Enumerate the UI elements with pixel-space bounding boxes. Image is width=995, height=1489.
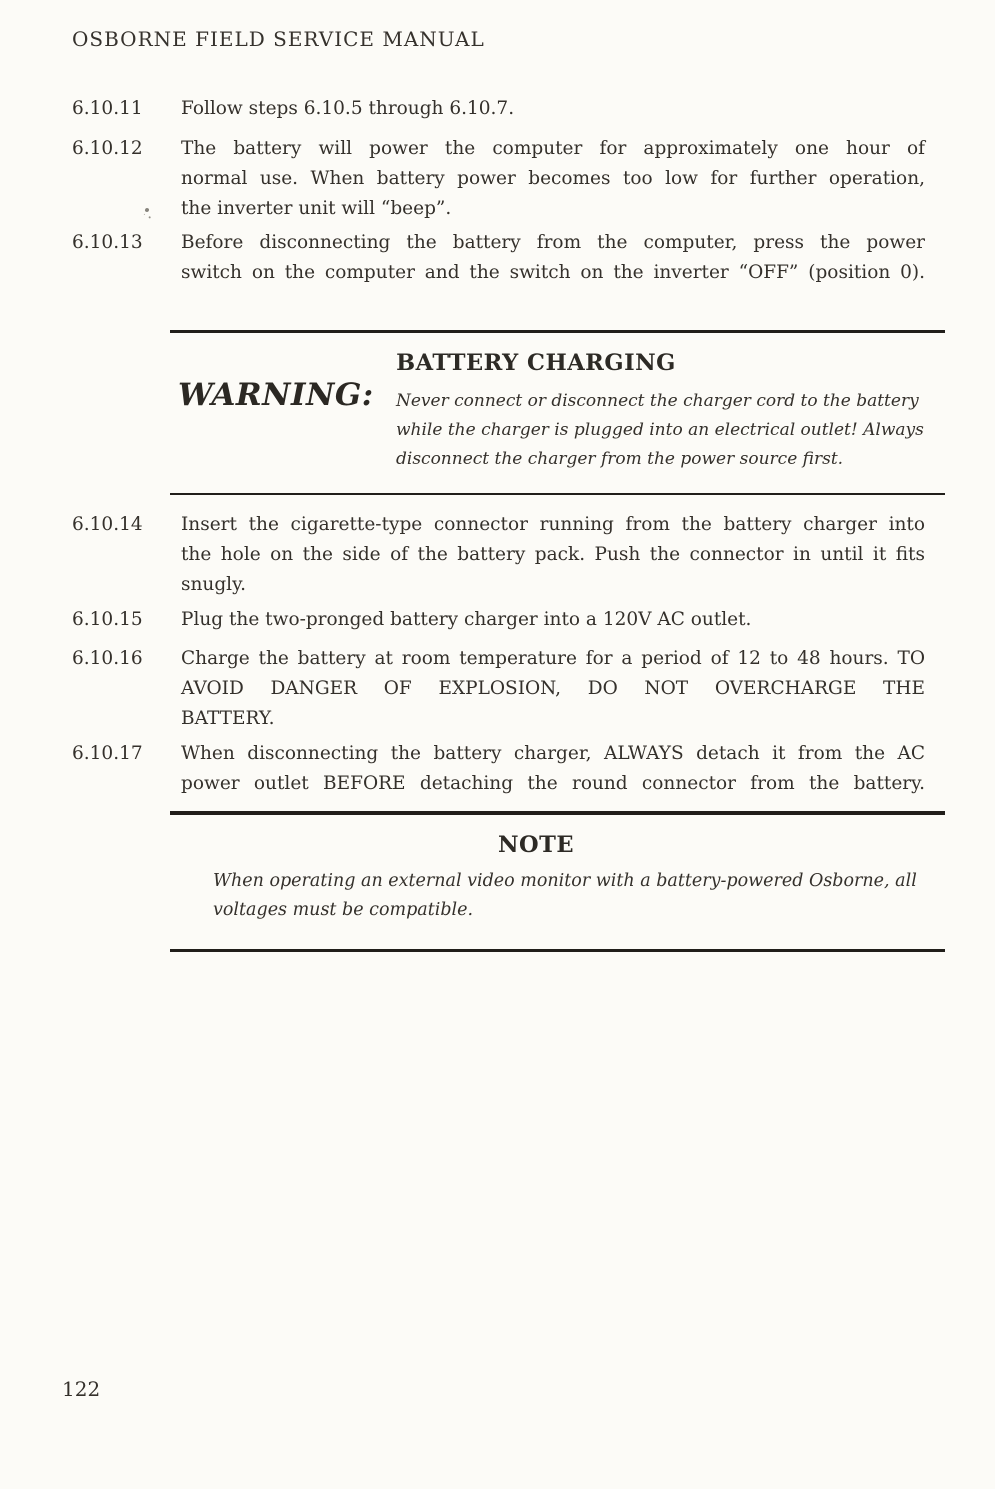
text-line: Plug the two-pronged battery charger into a 120V AC outlet. <box>181 609 752 630</box>
text-line: Before disconnecting the battery from the computer, press the power <box>181 232 925 253</box>
step-text <box>181 510 925 600</box>
step-number: 6.10.12 <box>72 138 143 159</box>
step-text <box>181 134 925 224</box>
text-line: while the charger is plugged into an electrical outlet! Always <box>396 420 924 440</box>
text-line: normal use. When battery power becomes too low for further operation, <box>181 168 925 189</box>
step-text <box>181 228 925 288</box>
step-text <box>181 739 925 799</box>
step-item-6-10-13 <box>72 228 925 288</box>
text-line: BATTERY. <box>181 708 275 729</box>
note-top-rule <box>170 811 945 815</box>
text-line: the hole on the side of the battery pack. Push the connector in until it fits <box>181 544 925 565</box>
step-number: 6.10.15 <box>72 609 143 630</box>
step-item-6-10-16 <box>72 644 925 734</box>
text-line: the inverter unit will “beep”. <box>181 198 452 219</box>
text-line: Insert the cigarette-type connector running from the battery charger into <box>181 514 925 535</box>
page-header: OSBORNE FIELD SERVICE MANUAL <box>72 27 485 51</box>
note-section-title: NOTE <box>497 832 575 858</box>
text-line: AVOID DANGER OF EXPLOSION, DO NOT OVERCHARGE THE <box>181 678 925 699</box>
warning-top-rule <box>170 330 945 333</box>
step-number: 6.10.13 <box>72 232 143 253</box>
text-line: When disconnecting the battery charger, ALWAYS detach it from the AC <box>181 743 925 764</box>
text-line: When operating an external video monitor with a battery-powered Osborne, all <box>213 871 917 891</box>
note-bottom-rule <box>170 949 945 952</box>
text-line: disconnect the charger from the power source first. <box>396 449 844 469</box>
text-line: power outlet BEFORE detaching the round connector from the battery. <box>181 773 925 794</box>
text-line: Follow steps 6.10.5 through 6.10.7. <box>181 98 515 119</box>
text-line: Charge the battery at room temperature for a period of 12 to 48 hours. TO <box>181 648 925 669</box>
step-text <box>181 605 925 635</box>
step-item-6-10-15 <box>72 605 925 635</box>
text-line: voltages must be compatible. <box>213 899 474 920</box>
text-line: The battery will power the computer for approximately one hour of <box>181 138 925 159</box>
step-number: 6.10.14 <box>72 514 143 535</box>
text-line: snugly. <box>181 574 246 595</box>
step-number: 6.10.11 <box>72 98 143 119</box>
warning-section-title: BATTERY CHARGING <box>396 350 676 376</box>
step-text <box>181 644 925 734</box>
step-text <box>181 94 925 124</box>
step-item-6-10-17 <box>72 739 925 799</box>
text-line: Never connect or disconnect the charger cord to the battery <box>396 391 919 411</box>
step-item-6-10-14 <box>72 510 925 600</box>
step-number: 6.10.16 <box>72 648 143 669</box>
warning-label: WARNING: <box>178 377 374 413</box>
warning-text <box>396 387 924 474</box>
note-text <box>213 867 917 924</box>
text-line: switch on the computer and the switch on the inverter “OFF” (position 0). <box>181 262 925 283</box>
step-number: 6.10.17 <box>72 743 143 764</box>
step-item-6-10-11 <box>72 94 925 124</box>
warning-bottom-rule <box>170 493 945 495</box>
step-item-6-10-12 <box>72 134 925 224</box>
page-number: 122 <box>62 1377 101 1401</box>
